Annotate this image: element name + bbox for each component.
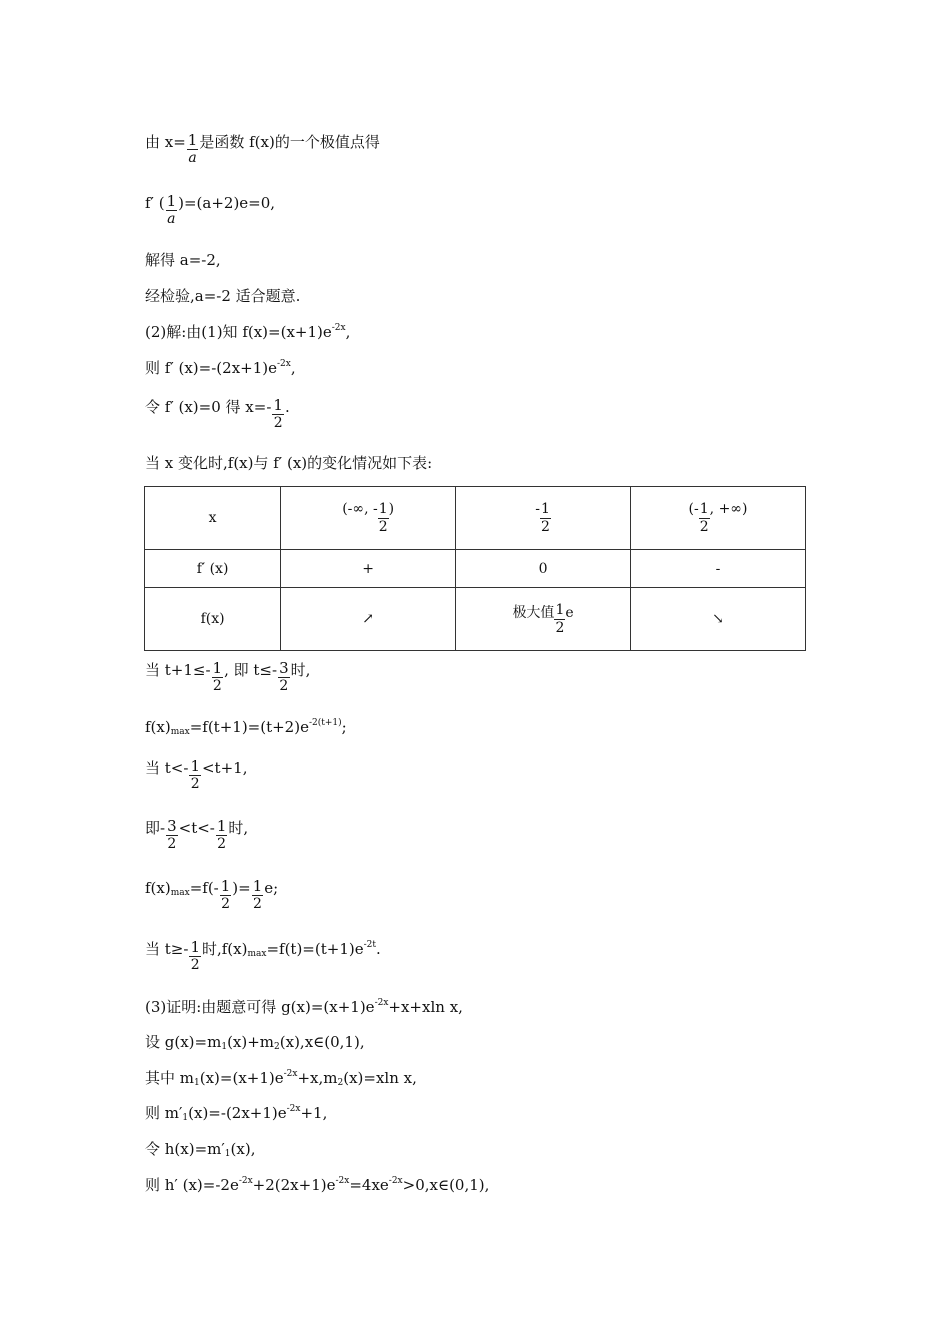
denominator: 2 — [555, 619, 565, 636]
text: , — [290, 359, 296, 377]
text: 令 f′ (x)=0 得 x=- — [145, 398, 272, 416]
numerator: 1 — [166, 192, 177, 210]
text: 其中 m — [145, 1069, 194, 1087]
text: 当 t≥- — [145, 940, 189, 958]
text: . — [284, 398, 290, 416]
numerator: 1 — [212, 659, 223, 677]
denominator: 2 — [221, 896, 230, 912]
subscript: 1 — [224, 1149, 231, 1159]
line-derivative — [145, 358, 296, 378]
fraction — [212, 660, 224, 695]
text: >0,x∈(0,1), — [402, 1176, 490, 1194]
numerator: 1 — [190, 757, 200, 775]
fraction — [540, 501, 551, 536]
numerator: 1 — [699, 500, 709, 517]
fraction — [166, 193, 178, 228]
exponent: -2x — [286, 1104, 301, 1114]
table-cell: 0 — [456, 550, 631, 588]
denominator: a — [167, 211, 176, 227]
fraction — [189, 758, 201, 793]
fraction — [272, 397, 284, 432]
denominator: 2 — [279, 678, 289, 694]
text: f(x) — [145, 718, 171, 736]
text: , +∞) — [709, 500, 748, 517]
numerator: 1 — [187, 131, 198, 149]
text: (- — [688, 500, 699, 517]
subscript: max — [170, 727, 190, 737]
line-m1-derivative — [145, 1103, 327, 1123]
exponent: -2x — [238, 1176, 253, 1186]
text: (x)=xln x, — [343, 1069, 417, 1087]
numerator: 1 — [190, 938, 200, 956]
numerator: 3 — [279, 659, 289, 677]
text: +1, — [300, 1104, 328, 1122]
numerator: 1 — [555, 601, 565, 618]
line-case3 — [145, 939, 381, 974]
text: 设 g(x)=m — [145, 1033, 222, 1051]
exponent: -2(t+1) — [308, 718, 342, 728]
text: +x+xln x, — [388, 998, 463, 1016]
subscript: 1 — [194, 1078, 200, 1088]
table-cell: - — [630, 550, 805, 588]
text: <t<- — [178, 819, 215, 837]
text: 则 f′ (x)=-(2x+1)e — [145, 359, 277, 377]
exponent: -2x — [388, 1176, 403, 1186]
fraction — [216, 818, 228, 853]
exponent: -2x — [277, 359, 291, 369]
subscript: 2 — [274, 1042, 280, 1052]
text: (x),x∈(0,1), — [279, 1033, 365, 1051]
line-h-derivative — [145, 1175, 489, 1195]
table-cell: f(x) — [145, 588, 281, 651]
fraction — [378, 501, 389, 536]
text: 极大值 — [512, 604, 555, 621]
text: 时,f(x) — [201, 940, 248, 958]
line-critical-point — [145, 397, 290, 432]
numerator: 3 — [167, 817, 177, 835]
text: (2)解:由(1)知 f(x)=(x+1)e — [145, 323, 332, 341]
text: =4xe — [349, 1176, 389, 1194]
text: 由 x= — [145, 133, 186, 151]
subscript: max — [247, 949, 267, 959]
exponent: -2x — [283, 1069, 298, 1079]
text: )= — [232, 879, 251, 897]
text: <t+1, — [201, 759, 248, 777]
subscript: 1 — [182, 1113, 189, 1123]
fraction — [187, 132, 199, 167]
line-case1 — [145, 660, 310, 695]
text: 时, — [228, 819, 249, 837]
denominator: 2 — [190, 957, 200, 973]
subscript: 1 — [221, 1042, 228, 1052]
text: - — [535, 500, 540, 517]
line-part2 — [145, 322, 350, 342]
text: e; — [264, 879, 279, 897]
denominator: 2 — [253, 896, 262, 912]
table-row — [145, 588, 806, 651]
numerator: 1 — [220, 877, 231, 895]
denominator: 2 — [378, 518, 388, 535]
line-case2-max — [145, 878, 278, 913]
text: =f(t+1)=(t+2)e — [189, 718, 309, 736]
table-cell: ↘ — [630, 588, 805, 651]
numerator: 1 — [252, 877, 263, 895]
denominator: 2 — [273, 415, 283, 431]
table-cell — [456, 588, 631, 651]
text: )=(a+2)e=0, — [178, 194, 276, 212]
table-cell: ↗ — [281, 588, 456, 651]
fraction — [252, 878, 264, 913]
text: =f(- — [189, 879, 219, 897]
table-cell: x — [145, 487, 281, 550]
denominator: 2 — [540, 518, 550, 535]
fraction — [166, 818, 178, 853]
text: 即- — [145, 819, 166, 837]
line-define-h — [145, 1139, 255, 1159]
denominator: 2 — [190, 776, 200, 792]
text: f′ ( — [145, 194, 165, 212]
text: (x)=(x+1)e — [199, 1069, 284, 1087]
text: ; — [341, 718, 347, 736]
text: (3)证明:由题意可得 g(x)=(x+1)e — [145, 998, 375, 1016]
denominator: 2 — [167, 836, 177, 852]
text: +2(2x+1)e — [252, 1176, 336, 1194]
line-case2-range — [145, 818, 248, 853]
exponent: -2t — [363, 940, 376, 950]
text: ) — [388, 500, 395, 517]
line-solve-a: 解得 a=-2, — [145, 251, 221, 269]
text: , 即 t≤- — [224, 661, 278, 679]
text: . — [376, 940, 381, 958]
table-cell: f′ (x) — [145, 550, 281, 588]
numerator: 1 — [378, 500, 388, 517]
line-part3 — [145, 997, 463, 1017]
table-row — [145, 487, 806, 550]
table-cell — [281, 487, 456, 550]
subscript: max — [170, 888, 190, 898]
text: 时, — [290, 661, 311, 679]
subscript: 2 — [337, 1078, 344, 1088]
denominator: a — [188, 150, 197, 166]
table-cell — [456, 487, 631, 550]
line-derivative-eq — [145, 193, 275, 228]
variation-table — [144, 486, 806, 651]
fraction — [699, 501, 710, 536]
line-split-g — [145, 1032, 365, 1052]
denominator: 2 — [217, 836, 227, 852]
text: 是函数 f(x)的一个极值点得 — [199, 133, 380, 151]
line-case1-max — [145, 717, 347, 737]
line-extreme-point — [145, 132, 380, 167]
table-cell: + — [281, 550, 456, 588]
text: e — [565, 604, 574, 621]
denominator: 2 — [699, 518, 709, 535]
text: (x)+m — [227, 1033, 275, 1051]
text: 令 h(x)=m′ — [145, 1140, 225, 1158]
numerator: 1 — [216, 817, 227, 835]
exponent: -2x — [374, 998, 389, 1008]
table-cell — [630, 487, 805, 550]
numerator: 1 — [540, 500, 550, 517]
text: =f(t)=(t+1)e — [266, 940, 364, 958]
numerator: 1 — [273, 396, 283, 414]
fraction — [189, 939, 201, 974]
line-table-intro: 当 x 变化时,f(x)与 f′ (x)的变化情况如下表: — [145, 454, 433, 472]
text: +x,m — [297, 1069, 338, 1087]
text: f(x) — [145, 879, 171, 897]
fraction — [220, 878, 232, 913]
text: 则 h′ (x)=-2e — [145, 1176, 239, 1194]
text: 当 t<- — [145, 759, 189, 777]
table-row — [145, 550, 806, 588]
line-case2 — [145, 758, 247, 793]
fraction — [554, 602, 565, 637]
exponent: -2x — [335, 1176, 350, 1186]
denominator: 2 — [212, 678, 222, 694]
text: (x)=-(2x+1)e — [188, 1104, 287, 1122]
line-verify: 经检验,a=-2 适合题意. — [145, 287, 301, 305]
line-define-m — [145, 1068, 417, 1088]
text: 当 t+1≤- — [145, 661, 211, 679]
fraction — [278, 660, 290, 695]
exponent: -2x — [331, 323, 346, 333]
text: 则 m′ — [145, 1104, 183, 1122]
text: (x), — [230, 1140, 256, 1158]
text: , — [345, 323, 351, 341]
text: (-∞, - — [342, 500, 378, 517]
